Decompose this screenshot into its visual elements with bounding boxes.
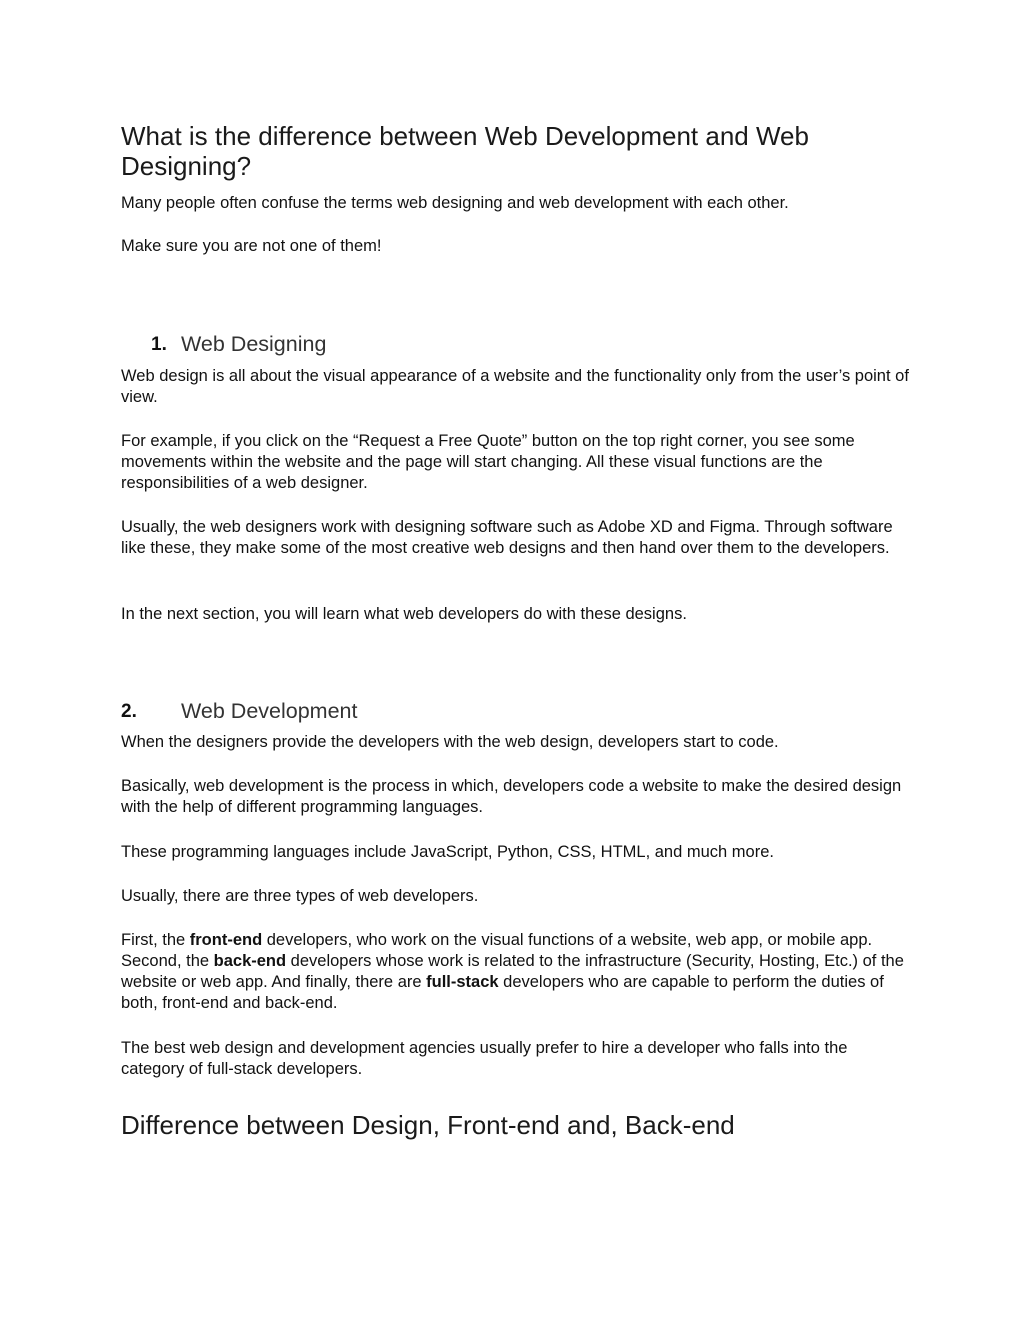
p5-text-e: developers who are capable to perform the duties of both, front-end and back-end. <box>121 973 884 1012</box>
section-1-paragraph-2: For example, if you click on the “Request a Free Quote” button on the top right corner, you see some movements within the website and the page will start changing. All these visual functions are the responsibilities of a web designer. <box>121 432 855 492</box>
front-end-term: front-end <box>189 931 263 949</box>
p5-text-a: First, the <box>121 931 190 949</box>
section-2-number: 2. <box>121 701 137 722</box>
full-stack-term: full-stack <box>426 973 499 991</box>
section-2-paragraph-3: These programming languages include JavaScript, Python, CSS, HTML, and much more. <box>121 843 774 861</box>
section-2-paragraph-4: Usually, there are three types of web developers. <box>121 887 479 905</box>
section-2-paragraph-1: When the designers provide the developers with the web design, developers start to code. <box>121 733 779 751</box>
section-2-title: Web Development <box>181 699 358 723</box>
section-2-paragraph-5 <box>121 930 911 1014</box>
section-1-number: 1. <box>151 334 167 355</box>
p5-text-c: developers, who work on the visual functions of a website, web app, or mobile app. Second, the <box>121 931 873 970</box>
intro-paragraph-2: Make sure you are not one of them! <box>121 237 382 255</box>
section-1-paragraph-1: Web design is all about the visual appearance of a website and the functionality only from the user’s point of view. <box>121 367 909 406</box>
section-1-title: Web Designing <box>181 332 327 356</box>
page-title: What is the difference between Web Development and Web Designing? <box>121 121 809 181</box>
back-end-term: back-end <box>213 952 287 970</box>
section-3-heading: Difference between Design, Front-end and, Back-end <box>121 1110 735 1140</box>
intro-paragraph-1: Many people often confuse the terms web designing and web development with each other. <box>121 194 789 212</box>
section-2-paragraph-6: The best web design and development agencies usually prefer to hire a developer who falls into the category of full-stack developers. <box>121 1039 848 1078</box>
p5-text-d: developers whose work is related to the infrastructure (Security, Hosting, Etc.) of the website or web app. And finally, there are <box>121 952 904 991</box>
section-1-paragraph-3: Usually, the web designers work with designing software such as Adobe XD and Figma. Through software like these, they make some of the most creative web designs and then hand over them to the developers. <box>121 518 893 557</box>
section-2-paragraph-2: Basically, web development is the process in which, developers code a website to make the desired design with the help of different programming languages. <box>121 777 902 816</box>
section-1-paragraph-4: In the next section, you will learn what web developers do with these designs. <box>121 605 687 623</box>
